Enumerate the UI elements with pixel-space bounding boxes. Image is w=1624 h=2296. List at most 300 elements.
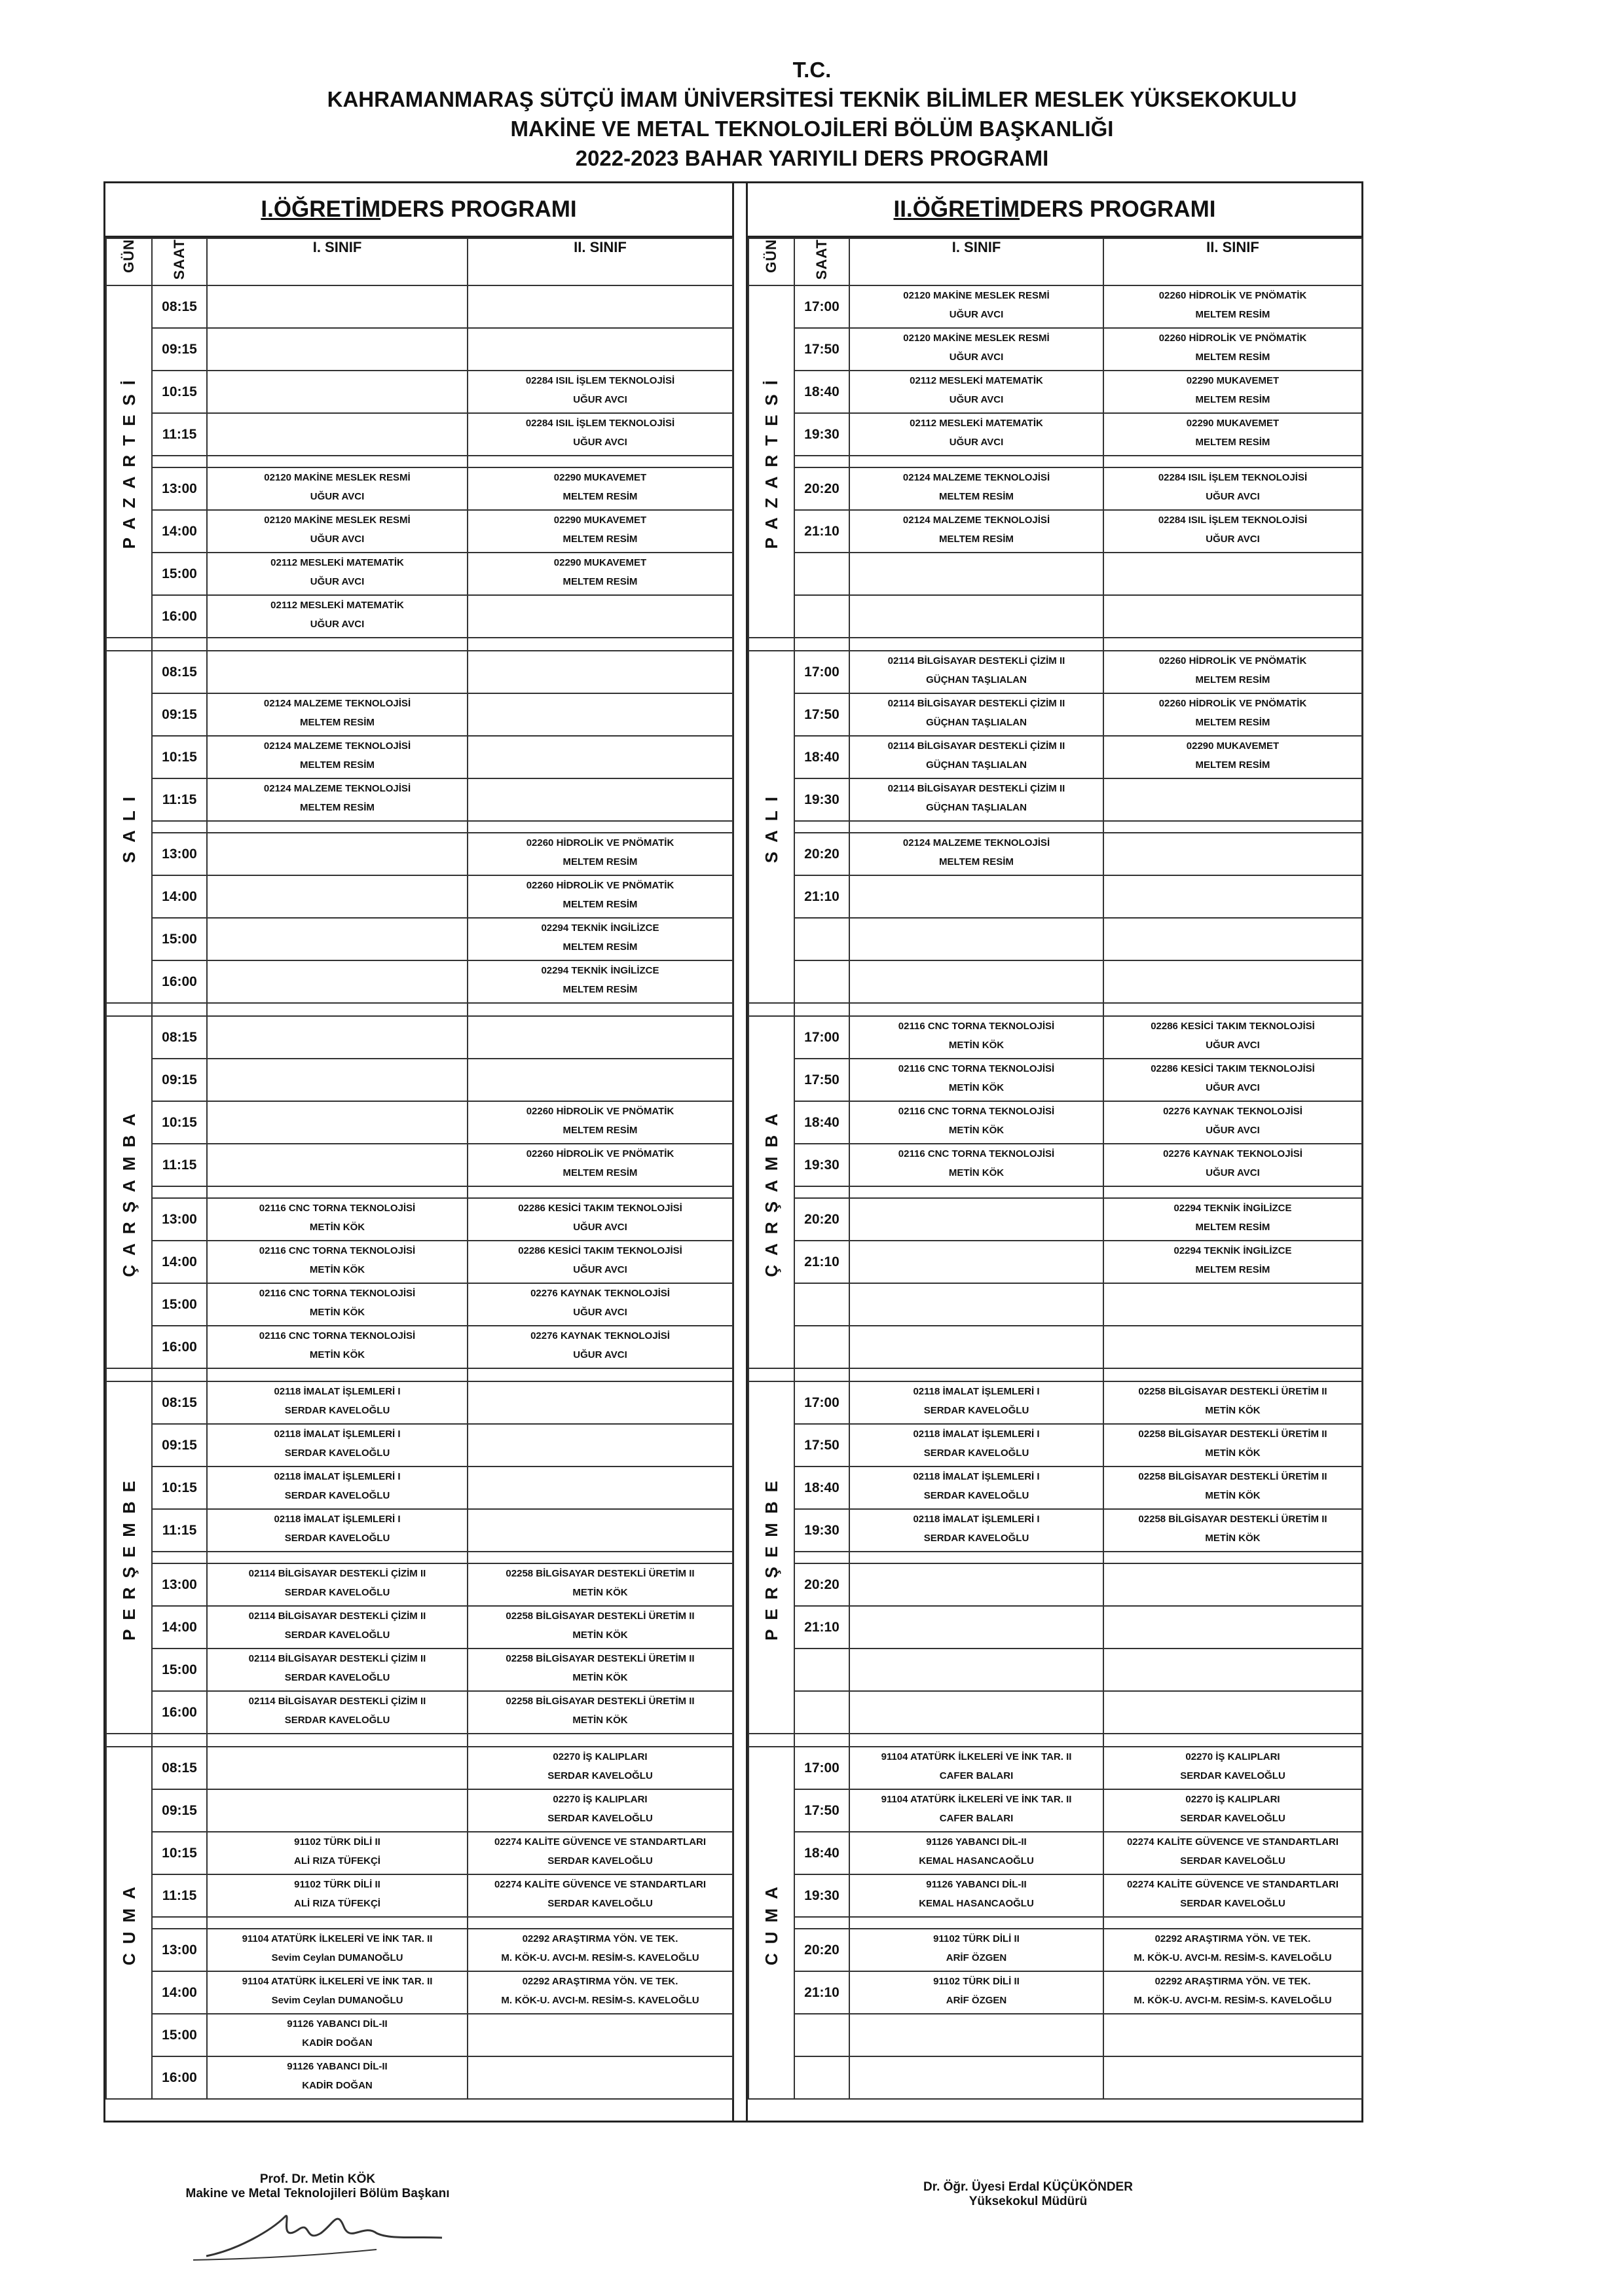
instructor-name: KEMAL HASANCAOĞLU <box>919 1855 1034 1867</box>
course-name: 02114 BİLGİSAYAR DESTEKLİ ÇİZİM II <box>887 698 1065 709</box>
column-header-label: SAAT <box>813 239 830 280</box>
time-cell: 13:00 <box>152 1929 207 1971</box>
instructor-name: CAFER BALARI <box>939 1813 1014 1824</box>
table-row <box>748 918 1362 960</box>
instructor-name: UĞUR AVCI <box>1206 1125 1260 1136</box>
time-cell: 17:00 <box>794 1381 849 1424</box>
class2-course-cell <box>1103 1929 1362 1971</box>
signature-name: Prof. Dr. Metin KÖK <box>259 2172 376 2186</box>
instructor-name: MELTEM RESİM <box>563 534 638 545</box>
class1-course-cell <box>849 371 1103 413</box>
course-name: 02290 MUKAVEMET <box>553 472 647 483</box>
time-cell: 20:20 <box>794 833 849 875</box>
course-name: 02114 BİLGİSAYAR DESTEKLİ ÇİZİM II <box>887 783 1065 794</box>
table-row <box>106 1649 733 1691</box>
class1-course-cell <box>207 1874 468 1917</box>
course-name: 91102 TÜRK DİLİ II <box>294 1879 380 1890</box>
table-row <box>106 1241 733 1283</box>
course-name: 02114 BİLGİSAYAR DESTEKLİ ÇİZİM II <box>887 655 1065 666</box>
class1-course-cell <box>849 1101 1103 1144</box>
course-name: 02258 BİLGİSAYAR DESTEKLİ ÜRETİM II <box>506 1568 695 1579</box>
class2-course-cell <box>468 1283 733 1326</box>
class2-course-cell <box>1103 467 1362 510</box>
class2-course-cell <box>468 595 733 638</box>
instructor-name: SERDAR KAVELOĞLU <box>284 1630 390 1641</box>
course-name: 02120 MAKİNE MESLEK RESMİ <box>264 472 411 483</box>
table-row <box>106 1283 733 1326</box>
instructor-name: SERDAR KAVELOĞLU <box>923 1490 1029 1501</box>
course-name: 91102 TÜRK DİLİ II <box>933 1976 1020 1987</box>
course-name: 02116 CNC TORNA TEKNOLOJİSİ <box>259 1203 416 1214</box>
instructor-name: SERDAR KAVELOĞLU <box>284 1587 390 1598</box>
table-row <box>106 371 733 413</box>
second-education-panel <box>748 183 1361 2100</box>
course-name: 02292 ARAŞTIRMA YÖN. VE TEK. <box>1154 1976 1311 1987</box>
class1-course-cell <box>849 1198 1103 1241</box>
class1-course-cell <box>207 1929 468 1971</box>
class2-course-cell <box>1103 1016 1362 1059</box>
panel-title-rest: DERS PROGRAMI <box>380 196 577 222</box>
class1-course-cell <box>849 1832 1103 1874</box>
day-cell <box>748 285 794 638</box>
instructor-name: MELTEM RESİM <box>1195 674 1270 685</box>
class1-course-cell <box>207 1198 468 1241</box>
instructor-name: METİN KÖK <box>309 1349 365 1360</box>
time-cell: 11:15 <box>152 1144 207 1186</box>
class1-course-cell <box>849 1424 1103 1467</box>
instructor-name: MELTEM RESİM <box>1195 1222 1270 1233</box>
class1-course-cell <box>207 1059 468 1101</box>
course-name: 02258 BİLGİSAYAR DESTEKLİ ÜRETİM II <box>1138 1386 1327 1397</box>
course-name: 02258 BİLGİSAYAR DESTEKLİ ÜRETİM II <box>506 1696 695 1707</box>
schedule-table-first <box>105 238 733 2100</box>
instructor-name: UĞUR AVCI <box>1206 1040 1260 1051</box>
class1-course-cell <box>207 2014 468 2056</box>
table-row <box>106 1691 733 1734</box>
column-header-saat <box>794 238 849 285</box>
table-row <box>106 1144 733 1186</box>
day-label: ÇARŞAMBA <box>119 1104 139 1277</box>
course-name: 02274 KALİTE GÜVENCE VE STANDARTLARI <box>1126 1836 1339 1848</box>
course-name: 02276 KAYNAK TEKNOLOJİSİ <box>1163 1148 1302 1159</box>
class2-course-cell <box>468 1606 733 1649</box>
column-header-saat <box>152 238 207 285</box>
table-row <box>748 467 1362 510</box>
instructor-name: SERDAR KAVELOĞLU <box>923 1448 1029 1459</box>
instructor-name: METİN KÖK <box>309 1222 365 1233</box>
table-row <box>748 595 1362 638</box>
class1-course-cell <box>849 693 1103 736</box>
lunch-break-row <box>106 1917 733 1929</box>
class1-course-cell <box>207 1832 468 1874</box>
class2-course-cell <box>1103 1563 1362 1606</box>
time-cell <box>794 960 849 1003</box>
instructor-name: METİN KÖK <box>572 1715 628 1726</box>
time-cell: 20:20 <box>794 1929 849 1971</box>
lunch-break-row <box>748 1917 1362 1929</box>
class2-course-cell <box>468 1691 733 1734</box>
course-name: 02120 MAKİNE MESLEK RESMİ <box>903 290 1050 301</box>
table-row <box>748 1198 1362 1241</box>
time-cell: 08:15 <box>152 1016 207 1059</box>
table-row <box>106 1874 733 1917</box>
time-cell: 14:00 <box>152 1971 207 2014</box>
signature-director <box>845 2180 1211 2209</box>
course-name: 02116 CNC TORNA TEKNOLOJİSİ <box>898 1063 1055 1074</box>
class2-course-cell <box>468 1241 733 1283</box>
time-cell: 18:40 <box>794 1832 849 1874</box>
time-cell: 10:15 <box>152 1101 207 1144</box>
schedule-table-second <box>748 238 1363 2100</box>
instructor-name: SERDAR KAVELOĞLU <box>1180 1813 1285 1824</box>
panel-title <box>748 183 1361 238</box>
day-separator <box>748 638 1362 651</box>
instructor-name: Sevim Ceylan DUMANOĞLU <box>271 1952 403 1963</box>
class2-course-cell <box>468 918 733 960</box>
table-row <box>748 2014 1362 2056</box>
course-name: 91126 YABANCI DİL-II <box>287 2018 388 2030</box>
class1-course-cell <box>207 736 468 778</box>
class2-course-cell <box>468 1649 733 1691</box>
day-cell <box>748 1016 794 1368</box>
class2-course-cell <box>1103 778 1362 821</box>
class2-course-cell <box>468 875 733 918</box>
course-name: 02260 HİDROLİK VE PNÖMATİK <box>526 1106 674 1117</box>
table-row <box>106 285 733 328</box>
time-cell: 08:15 <box>152 651 207 693</box>
table-row <box>106 2056 733 2099</box>
header-term: 2022-2023 BAHAR YARIYILI DERS PROGRAMI <box>575 146 1049 170</box>
table-row <box>106 1563 733 1606</box>
table-row <box>106 1747 733 1789</box>
table-row <box>106 875 733 918</box>
class1-course-cell <box>207 1509 468 1552</box>
instructor-name: MELTEM RESİM <box>1195 717 1270 728</box>
panel-title <box>105 183 732 238</box>
table-row <box>106 1467 733 1509</box>
header-department: MAKİNE VE METAL TEKNOLOJİLERİ BÖLÜM BAŞKANLIĞI <box>510 117 1114 141</box>
time-cell: 18:40 <box>794 1467 849 1509</box>
day-cell <box>748 651 794 1003</box>
table-row <box>106 467 733 510</box>
table-row <box>748 1381 1362 1424</box>
course-name: 02116 CNC TORNA TEKNOLOJİSİ <box>898 1106 1055 1117</box>
table-row <box>748 1283 1362 1326</box>
instructor-name: METİN KÖK <box>948 1167 1005 1178</box>
instructor-name: SERDAR KAVELOĞLU <box>547 1898 653 1909</box>
course-name: 02120 MAKİNE MESLEK RESMİ <box>903 333 1050 344</box>
class2-course-cell <box>468 833 733 875</box>
instructor-name: MELTEM RESİM <box>563 576 638 587</box>
table-row <box>106 1606 733 1649</box>
instructor-name: MELTEM RESİM <box>939 491 1014 502</box>
table-row <box>106 1326 733 1368</box>
class1-course-cell <box>207 467 468 510</box>
course-name: 02116 CNC TORNA TEKNOLOJİSİ <box>898 1148 1055 1159</box>
table-row <box>748 2056 1362 2099</box>
instructor-name: METİN KÖK <box>309 1307 365 1318</box>
time-cell: 08:15 <box>152 1747 207 1789</box>
time-cell <box>794 1283 849 1326</box>
course-name: 02118 İMALAT İŞLEMLERİ I <box>274 1471 401 1482</box>
instructor-name: CAFER BALARI <box>939 1770 1014 1781</box>
course-name: 02260 HİDROLİK VE PNÖMATİK <box>1158 333 1307 344</box>
day-cell <box>106 285 152 638</box>
instructor-name: UĞUR AVCI <box>310 534 365 545</box>
time-cell: 20:20 <box>794 1563 849 1606</box>
class1-course-cell <box>849 1971 1103 2014</box>
table-row <box>106 778 733 821</box>
time-cell: 13:00 <box>152 1563 207 1606</box>
instructor-name: METİN KÖK <box>572 1630 628 1641</box>
instructor-name: MELTEM RESİM <box>563 899 638 910</box>
time-cell: 21:10 <box>794 510 849 553</box>
course-name: 02120 MAKİNE MESLEK RESMİ <box>264 515 411 526</box>
table-row <box>748 553 1362 595</box>
lunch-break-row <box>748 1552 1362 1563</box>
class2-course-cell <box>468 1424 733 1467</box>
day-cell <box>106 1381 152 1734</box>
day-label: PERŞEMBE <box>119 1471 139 1641</box>
class2-course-cell <box>1103 1467 1362 1509</box>
table-row <box>748 1971 1362 2014</box>
column-header-label: II. SINIF <box>574 239 627 255</box>
course-name: 02114 BİLGİSAYAR DESTEKLİ ÇİZİM II <box>248 1653 426 1664</box>
lunch-break-row <box>106 1552 733 1563</box>
header-university: KAHRAMANMARAŞ SÜTÇÜ İMAM ÜNİVERSİTESİ TEKNİK BİLİMLER MESLEK YÜKSEKOKULU <box>327 87 1297 111</box>
class1-course-cell <box>849 553 1103 595</box>
time-cell: 17:50 <box>794 1424 849 1467</box>
time-cell: 21:10 <box>794 1606 849 1649</box>
class1-course-cell <box>207 553 468 595</box>
instructor-name: METİN KÖK <box>572 1587 628 1598</box>
instructor-name: GÜÇHAN TAŞLIALAN <box>926 717 1027 728</box>
class1-course-cell <box>207 1424 468 1467</box>
time-cell: 14:00 <box>152 1241 207 1283</box>
course-name: 02290 MUKAVEMET <box>553 515 647 526</box>
table-row <box>106 2014 733 2056</box>
time-cell <box>794 1326 849 1368</box>
column-header-gun <box>748 238 794 285</box>
time-cell: 16:00 <box>152 1691 207 1734</box>
class1-course-cell <box>849 1929 1103 1971</box>
course-name: 02118 İMALAT İŞLEMLERİ I <box>913 1386 1040 1397</box>
table-row <box>106 960 733 1003</box>
time-cell: 14:00 <box>152 1606 207 1649</box>
time-cell: 17:50 <box>794 693 849 736</box>
class1-course-cell <box>849 833 1103 875</box>
center-separator <box>732 181 748 2123</box>
course-name: 02284 ISIL İŞLEM TEKNOLOJİSİ <box>525 418 675 429</box>
time-cell: 17:50 <box>794 328 849 371</box>
time-cell: 10:15 <box>152 1467 207 1509</box>
instructor-name: Sevim Ceylan DUMANOĞLU <box>271 1995 403 2006</box>
course-name: 02114 BİLGİSAYAR DESTEKLİ ÇİZİM II <box>248 1568 426 1579</box>
course-name: 02286 KESİCİ TAKIM TEKNOLOJİSİ <box>1151 1021 1315 1032</box>
time-cell <box>794 918 849 960</box>
instructor-name: M. KÖK-U. AVCI-M. RESİM-S. KAVELOĞLU <box>1134 1995 1332 2006</box>
column-header-label: GÜN <box>763 239 779 273</box>
instructor-name: UĞUR AVCI <box>310 491 365 502</box>
table-row <box>748 413 1362 456</box>
course-name: 02118 İMALAT İŞLEMLERİ I <box>913 1471 1040 1482</box>
day-cell <box>748 1381 794 1734</box>
course-name: 02116 CNC TORNA TEKNOLOJİSİ <box>259 1288 416 1299</box>
class1-course-cell <box>207 1381 468 1424</box>
course-name: 02290 MUKAVEMET <box>1186 375 1280 386</box>
class2-course-cell <box>1103 1691 1362 1734</box>
panel-title-main: II.ÖĞRETİM <box>893 196 1020 222</box>
class2-course-cell <box>1103 1509 1362 1552</box>
instructor-name: SERDAR KAVELOĞLU <box>284 1448 390 1459</box>
table-row <box>106 918 733 960</box>
course-name: 02124 MALZEME TEKNOLOJİSİ <box>902 837 1050 848</box>
class1-course-cell <box>849 1649 1103 1691</box>
table-row <box>748 1606 1362 1649</box>
table-row <box>748 1101 1362 1144</box>
instructor-name: UĞUR AVCI <box>573 1349 627 1360</box>
course-name: 02118 İMALAT İŞLEMLERİ I <box>274 1429 401 1440</box>
class1-course-cell <box>207 1789 468 1832</box>
class1-course-cell <box>849 1016 1103 1059</box>
class1-course-cell <box>849 1691 1103 1734</box>
time-cell: 20:20 <box>794 467 849 510</box>
class1-course-cell <box>207 1101 468 1144</box>
column-header-sinif1 <box>849 238 1103 285</box>
signature-department-head <box>151 2172 485 2267</box>
class1-course-cell <box>849 467 1103 510</box>
time-cell: 13:00 <box>152 1198 207 1241</box>
table-row <box>748 371 1362 413</box>
instructor-name: UĞUR AVCI <box>310 619 365 630</box>
course-name: 91104 ATATÜRK İLKELERİ VE İNK TAR. II <box>242 1976 433 1987</box>
instructor-name: ALİ RIZA TÜFEKÇİ <box>294 1855 380 1867</box>
course-name: 91104 ATATÜRK İLKELERİ VE İNK TAR. II <box>242 1933 433 1944</box>
time-cell: 16:00 <box>152 2056 207 2099</box>
instructor-name: UĞUR AVCI <box>310 576 365 587</box>
instructor-name: M. KÖK-U. AVCI-M. RESİM-S. KAVELOĞLU <box>501 1952 699 1963</box>
time-cell <box>794 553 849 595</box>
class1-course-cell <box>207 1747 468 1789</box>
course-name: 02294 TEKNİK İNGİLİZCE <box>1173 1203 1292 1214</box>
course-name: 02284 ISIL İŞLEM TEKNOLOJİSİ <box>1158 472 1308 483</box>
time-cell: 17:00 <box>794 285 849 328</box>
time-cell: 16:00 <box>152 960 207 1003</box>
table-row <box>748 1467 1362 1509</box>
class2-course-cell <box>468 1789 733 1832</box>
instructor-name: UĞUR AVCI <box>1206 1167 1260 1178</box>
instructor-name: MELTEM RESİM <box>1195 759 1270 771</box>
class1-course-cell <box>849 1381 1103 1424</box>
column-header-sinif1 <box>207 238 468 285</box>
course-name: 02286 KESİCİ TAKIM TEKNOLOJİSİ <box>518 1203 682 1214</box>
table-row <box>748 736 1362 778</box>
table-row <box>106 1789 733 1832</box>
day-separator <box>748 1734 1362 1747</box>
course-name: 02276 KAYNAK TEKNOLOJİSİ <box>530 1330 670 1341</box>
class1-course-cell <box>849 1241 1103 1283</box>
course-name: 91104 ATATÜRK İLKELERİ VE İNK TAR. II <box>881 1751 1072 1762</box>
lunch-break-row <box>748 1186 1362 1198</box>
class2-course-cell <box>468 1467 733 1509</box>
time-cell: 09:15 <box>152 1424 207 1467</box>
instructor-name: MELTEM RESİM <box>1195 1264 1270 1275</box>
day-cell <box>106 1016 152 1368</box>
instructor-name: MELTEM RESİM <box>300 759 375 771</box>
course-name: 02284 ISIL İŞLEM TEKNOLOJİSİ <box>1158 515 1308 526</box>
class1-course-cell <box>207 693 468 736</box>
class1-course-cell <box>849 1144 1103 1186</box>
class1-course-cell <box>849 918 1103 960</box>
course-name: 02260 HİDROLİK VE PNÖMATİK <box>526 880 674 891</box>
table-row <box>106 1016 733 1059</box>
column-header-label: I. SINIF <box>951 239 1001 255</box>
time-cell <box>794 1691 849 1734</box>
time-cell: 17:50 <box>794 1059 849 1101</box>
instructor-name: METİN KÖK <box>1205 1533 1261 1544</box>
table-row <box>106 553 733 595</box>
instructor-name: MELTEM RESİM <box>563 984 638 995</box>
instructor-name: UĞUR AVCI <box>573 1264 627 1275</box>
class1-course-cell <box>849 285 1103 328</box>
handwritten-signature <box>180 2204 455 2263</box>
table-row <box>748 1649 1362 1691</box>
time-cell: 19:30 <box>794 778 849 821</box>
table-row <box>106 1509 733 1552</box>
class1-course-cell <box>849 510 1103 553</box>
course-name: 02118 İMALAT İŞLEMLERİ I <box>913 1429 1040 1440</box>
lunch-break-row <box>748 456 1362 467</box>
table-row <box>748 1691 1362 1734</box>
class1-course-cell <box>207 1467 468 1509</box>
class2-course-cell <box>468 467 733 510</box>
time-cell: 09:15 <box>152 693 207 736</box>
class1-course-cell <box>207 1016 468 1059</box>
instructor-name: SERDAR KAVELOĞLU <box>923 1533 1029 1544</box>
instructor-name: MELTEM RESİM <box>1195 394 1270 405</box>
table-row <box>748 778 1362 821</box>
class1-course-cell <box>849 1059 1103 1101</box>
table-row <box>748 875 1362 918</box>
time-cell: 19:30 <box>794 1144 849 1186</box>
class2-course-cell <box>1103 1381 1362 1424</box>
time-cell: 13:00 <box>152 833 207 875</box>
column-header-label: II. SINIF <box>1206 239 1259 255</box>
time-cell: 17:00 <box>794 1016 849 1059</box>
class2-course-cell <box>468 1509 733 1552</box>
course-name: 02274 KALİTE GÜVENCE VE STANDARTLARI <box>494 1879 707 1890</box>
table-row <box>748 1509 1362 1552</box>
course-name: 02258 BİLGİSAYAR DESTEKLİ ÜRETİM II <box>1138 1514 1327 1525</box>
lunch-break-row <box>106 821 733 833</box>
panel-title-rest: DERS PROGRAMI <box>1020 196 1216 222</box>
class1-course-cell <box>207 1283 468 1326</box>
class2-course-cell <box>468 510 733 553</box>
table-row <box>748 1144 1362 1186</box>
instructor-name: MELTEM RESİM <box>1195 309 1270 320</box>
class2-course-cell <box>1103 833 1362 875</box>
signature-title: Makine ve Metal Teknolojileri Bölüm Başkanı <box>185 2187 450 2200</box>
table-row <box>106 328 733 371</box>
class1-course-cell <box>207 833 468 875</box>
instructor-name: SERDAR KAVELOĞLU <box>284 1405 390 1416</box>
instructor-name: MELTEM RESİM <box>1195 352 1270 363</box>
class2-course-cell <box>1103 1326 1362 1368</box>
instructor-name: METİN KÖK <box>948 1082 1005 1093</box>
course-name: 02114 BİLGİSAYAR DESTEKLİ ÇİZİM II <box>248 1611 426 1622</box>
class2-course-cell <box>468 960 733 1003</box>
time-cell: 15:00 <box>152 1649 207 1691</box>
